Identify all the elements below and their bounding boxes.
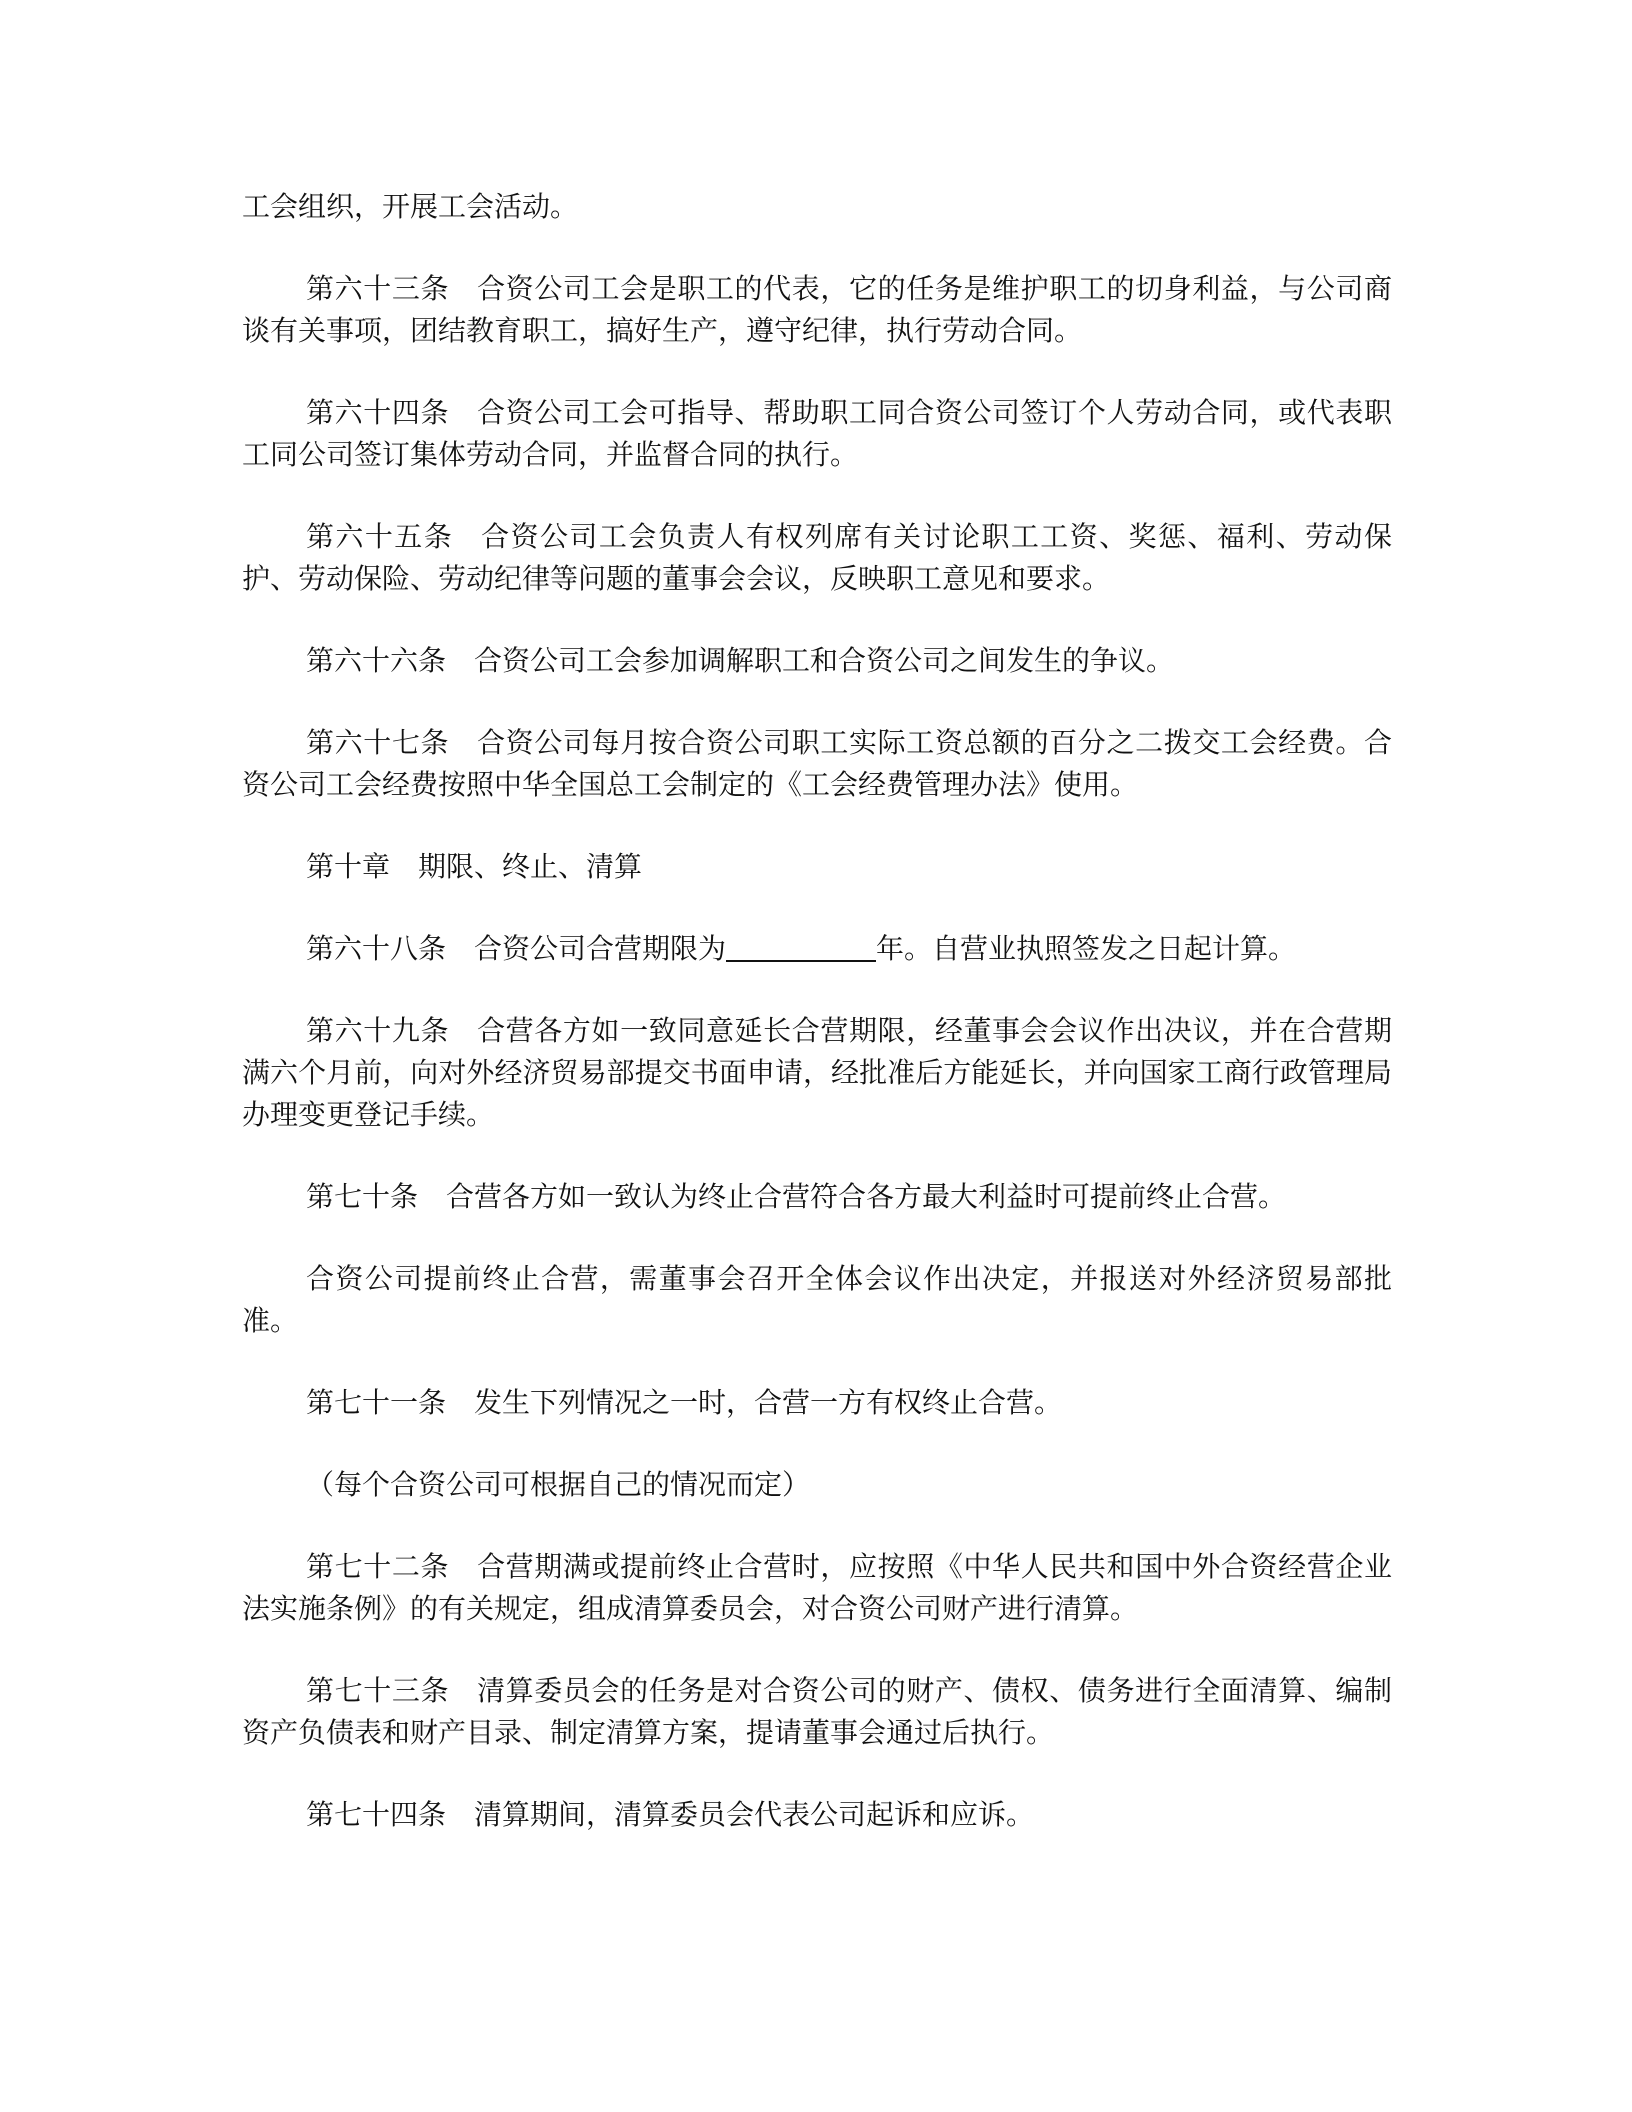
article-63 [242,268,1392,352]
article-73 [242,1670,1392,1754]
article-label: 第六十九条 [306,1014,450,1047]
article-74 [242,1794,1392,1836]
article-67 [242,722,1392,806]
article-label: 第七十四条 [306,1798,447,1831]
article-label: 第七十一条 [306,1386,447,1419]
article-text: 合营各方如一致同意延长合营期限，经董事会会议作出决议，并在合营期满六个月前，向对外经济贸易部提交书面申请，经批准后方能延长，并向国家工商行政管理局办理变更登记手续。 [242,1014,1392,1131]
article-label: 第六十八条 [306,932,447,965]
article-text: 清算期间，清算委员会代表公司起诉和应诉。 [474,1798,1035,1831]
article-text: 合营各方如一致认为终止合营符合各方最大利益时可提前终止合营。 [446,1180,1287,1213]
paragraph-text: 合资公司提前终止合营，需董事会召开全体会议作出决定，并报送对外经济贸易部批准。 [242,1262,1392,1337]
paragraph-text: 工会组织，开展工会活动。 [242,190,579,223]
article-71 [242,1382,1392,1424]
article-text-before-blank: 合资公司合营期限为 [474,932,727,965]
document-page [242,186,1392,1876]
article-text: 合营期满或提前终止合营时，应按照《中华人民共和国中外合资经营企业法实施条例》的有关规定，组成清算委员会，对合资公司财产进行清算。 [242,1550,1392,1625]
article-text: 合资公司工会是职工的代表，它的任务是维护职工的切身利益，与公司商谈有关事项，团结教育职工，搞好生产，遵守纪律，执行劳动合同。 [242,272,1392,347]
chapter-label: 第十章 [306,850,391,883]
article-70 [242,1176,1392,1218]
article-label: 第六十六条 [306,644,447,677]
article-text-after-blank: 年。自营业执照签发之日起计算。 [876,932,1297,965]
article-64 [242,392,1392,476]
paragraph-continuation [242,186,1392,228]
article-text: 合资公司每月按合资公司职工实际工资总额的百分之二拨交工会经费。合资公司工会经费按照中华全国总工会制定的《工会经费管理办法》使用。 [242,726,1392,801]
article-label: 第七十三条 [306,1674,450,1707]
note-text: （每个合资公司可根据自己的情况而定） [306,1468,811,1501]
article-72 [242,1546,1392,1630]
chapter-title: 期限、终止、清算 [418,850,643,883]
article-70-paragraph-2 [242,1258,1392,1342]
fill-in-blank [726,930,876,962]
article-66 [242,640,1392,682]
article-text: 清算委员会的任务是对合资公司的财产、债权、债务进行全面清算、编制资产负债表和财产目录、制定清算方案，提请董事会通过后执行。 [242,1674,1392,1749]
chapter-10-heading [242,846,1392,888]
article-text: 合资公司工会可指导、帮助职工同合资公司签订个人劳动合同，或代表职工同公司签订集体劳动合同，并监督合同的执行。 [242,396,1392,471]
article-65 [242,516,1392,600]
article-text: 合资公司工会负责人有权列席有关讨论职工工资、奖惩、福利、劳动保护、劳动保险、劳动纪律等问题的董事会会议，反映职工意见和要求。 [242,520,1392,595]
article-label: 第六十七条 [306,726,450,759]
article-71-note [242,1464,1392,1506]
article-label: 第六十五条 [306,520,454,553]
article-label: 第六十四条 [306,396,450,429]
article-68 [242,928,1392,970]
article-text: 发生下列情况之一时，合营一方有权终止合营。 [474,1386,1063,1419]
article-text: 合资公司工会参加调解职工和合资公司之间发生的争议。 [474,644,1175,677]
article-label: 第七十二条 [306,1550,450,1583]
article-label: 第七十条 [306,1180,419,1213]
article-69 [242,1010,1392,1136]
article-label: 第六十三条 [306,272,450,305]
